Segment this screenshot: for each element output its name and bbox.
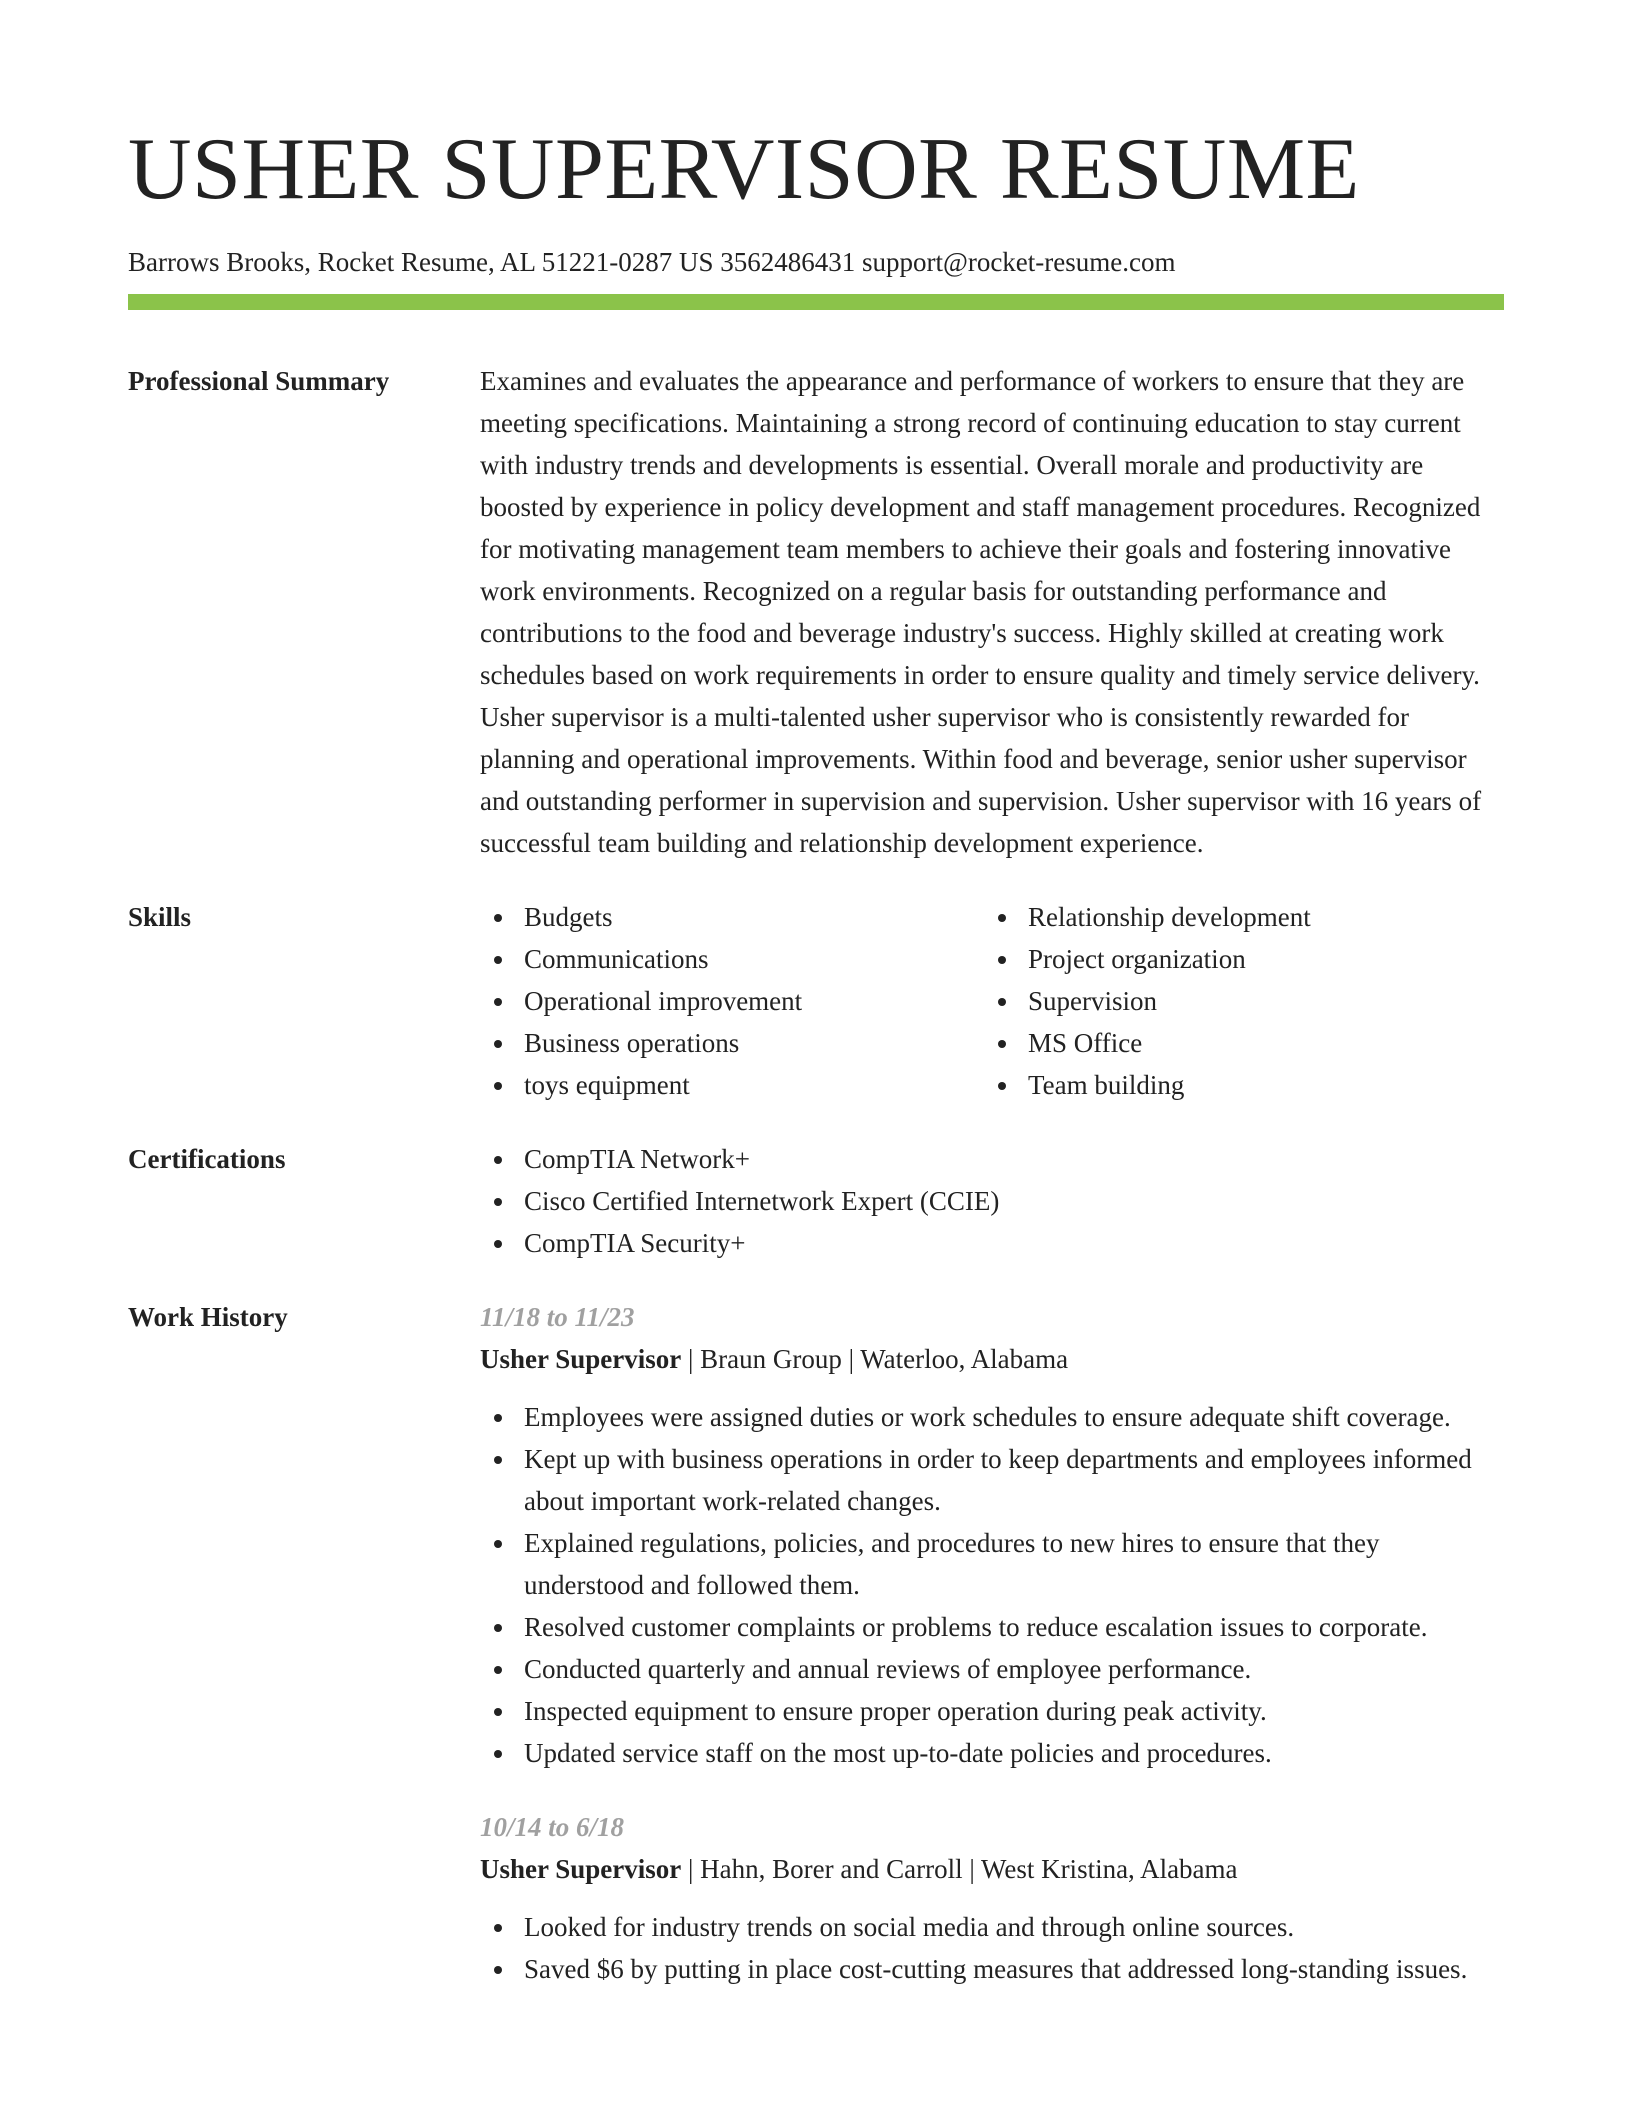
resume-title: USHER SUPERVISOR RESUME [128, 121, 1360, 218]
job-heading [480, 1338, 1504, 1380]
job-duty: Explained regulations, policies, and procedures to new hires to ensure that they understood and followed them. [480, 1522, 1504, 1606]
job-title: Usher Supervisor [480, 1344, 682, 1374]
skills-section [128, 896, 1504, 1106]
skill-item: Business operations [480, 1022, 984, 1064]
work-history-section [128, 1296, 1504, 1990]
summary-section [128, 360, 1504, 864]
header-divider [128, 294, 1504, 310]
job-dates: 11/18 to 11/23 [480, 1302, 635, 1332]
job-duty: Conducted quarterly and annual reviews of employee performance. [480, 1648, 1504, 1690]
skill-item: Supervision [984, 980, 1488, 1022]
job-duties-list [480, 1906, 1504, 1990]
job-duty: Updated service staff on the most up-to-date policies and procedures. [480, 1732, 1504, 1774]
job-duty: Resolved customer complaints or problems to reduce escalation issues to corporate. [480, 1606, 1504, 1648]
job-entry [480, 1296, 1504, 1774]
certifications-list [480, 1138, 1504, 1264]
job-duty: Employees were assigned duties or work schedules to ensure adequate shift coverage. [480, 1396, 1504, 1438]
job-duties-list [480, 1396, 1504, 1774]
skill-item: Team building [984, 1064, 1488, 1106]
skill-item: Budgets [480, 896, 984, 938]
summary-label: Professional Summary [128, 366, 390, 396]
summary-text: Examines and evaluates the appearance and performance of workers to ensure that they are meeting specifications. Maintaining a strong record of continuing education to stay current with industry trends and developments is essential. Overall morale and productivity are boosted by experience in policy development and staff management procedures. Recognized for motivating management team members to achieve their goals and fostering innovative work environments. Recognized on a regular basis for outstanding performance and contributions to the food and beverage industry's success. Highly skilled at creating work schedules based on work requirements in order to ensure quality and timely service delivery. Usher supervisor is a multi-talented usher supervisor who is consistently rewarded for planning and operational improvements. Within food and beverage, senior usher supervisor and outstanding performer in supervision and supervision. Usher supervisor with 16 years of successful team building and relationship development experience. [480, 366, 1482, 858]
certification-item: CompTIA Network+ [480, 1138, 1504, 1180]
certifications-body [480, 1138, 1504, 1264]
work-history-body [480, 1296, 1504, 1990]
skill-item: Project organization [984, 938, 1488, 980]
skill-item: Operational improvement [480, 980, 984, 1022]
certifications-section [128, 1138, 1504, 1264]
job-duty: Kept up with business operations in order to keep departments and employees informed about important work-related changes. [480, 1438, 1504, 1522]
job-duty: Saved $6 by putting in place cost-cutting measures that addressed long-standing issues. [480, 1948, 1504, 1990]
certifications-label: Certifications [128, 1144, 286, 1174]
certification-item: Cisco Certified Internetwork Expert (CCIE) [480, 1180, 1504, 1222]
job-dates: 10/14 to 6/18 [480, 1812, 625, 1842]
job-title: Usher Supervisor [480, 1854, 682, 1884]
contact-line: Barrows Brooks, Rocket Resume, AL 51221-0287 US 3562486431 support@rocket-resume.com [128, 247, 1176, 277]
skill-item: Communications [480, 938, 984, 980]
skills-column-1 [480, 896, 984, 1106]
job-employer-location: | Hahn, Borer and Carroll | West Kristina, Alabama [681, 1854, 1238, 1884]
job-entry [480, 1806, 1504, 1990]
certification-item: CompTIA Security+ [480, 1222, 1504, 1264]
skills-body [480, 896, 1504, 1106]
job-heading [480, 1848, 1504, 1890]
skills-column-2 [984, 896, 1488, 1106]
skill-item: toys equipment [480, 1064, 984, 1106]
resume-page [128, 120, 1504, 1990]
job-employer-location: | Braun Group | Waterloo, Alabama [681, 1344, 1069, 1374]
skills-label: Skills [128, 902, 192, 932]
skill-item: MS Office [984, 1022, 1488, 1064]
skill-item: Relationship development [984, 896, 1488, 938]
job-duty: Inspected equipment to ensure proper operation during peak activity. [480, 1690, 1504, 1732]
job-duty: Looked for industry trends on social media and through online sources. [480, 1906, 1504, 1948]
work-history-label: Work History [128, 1302, 288, 1332]
